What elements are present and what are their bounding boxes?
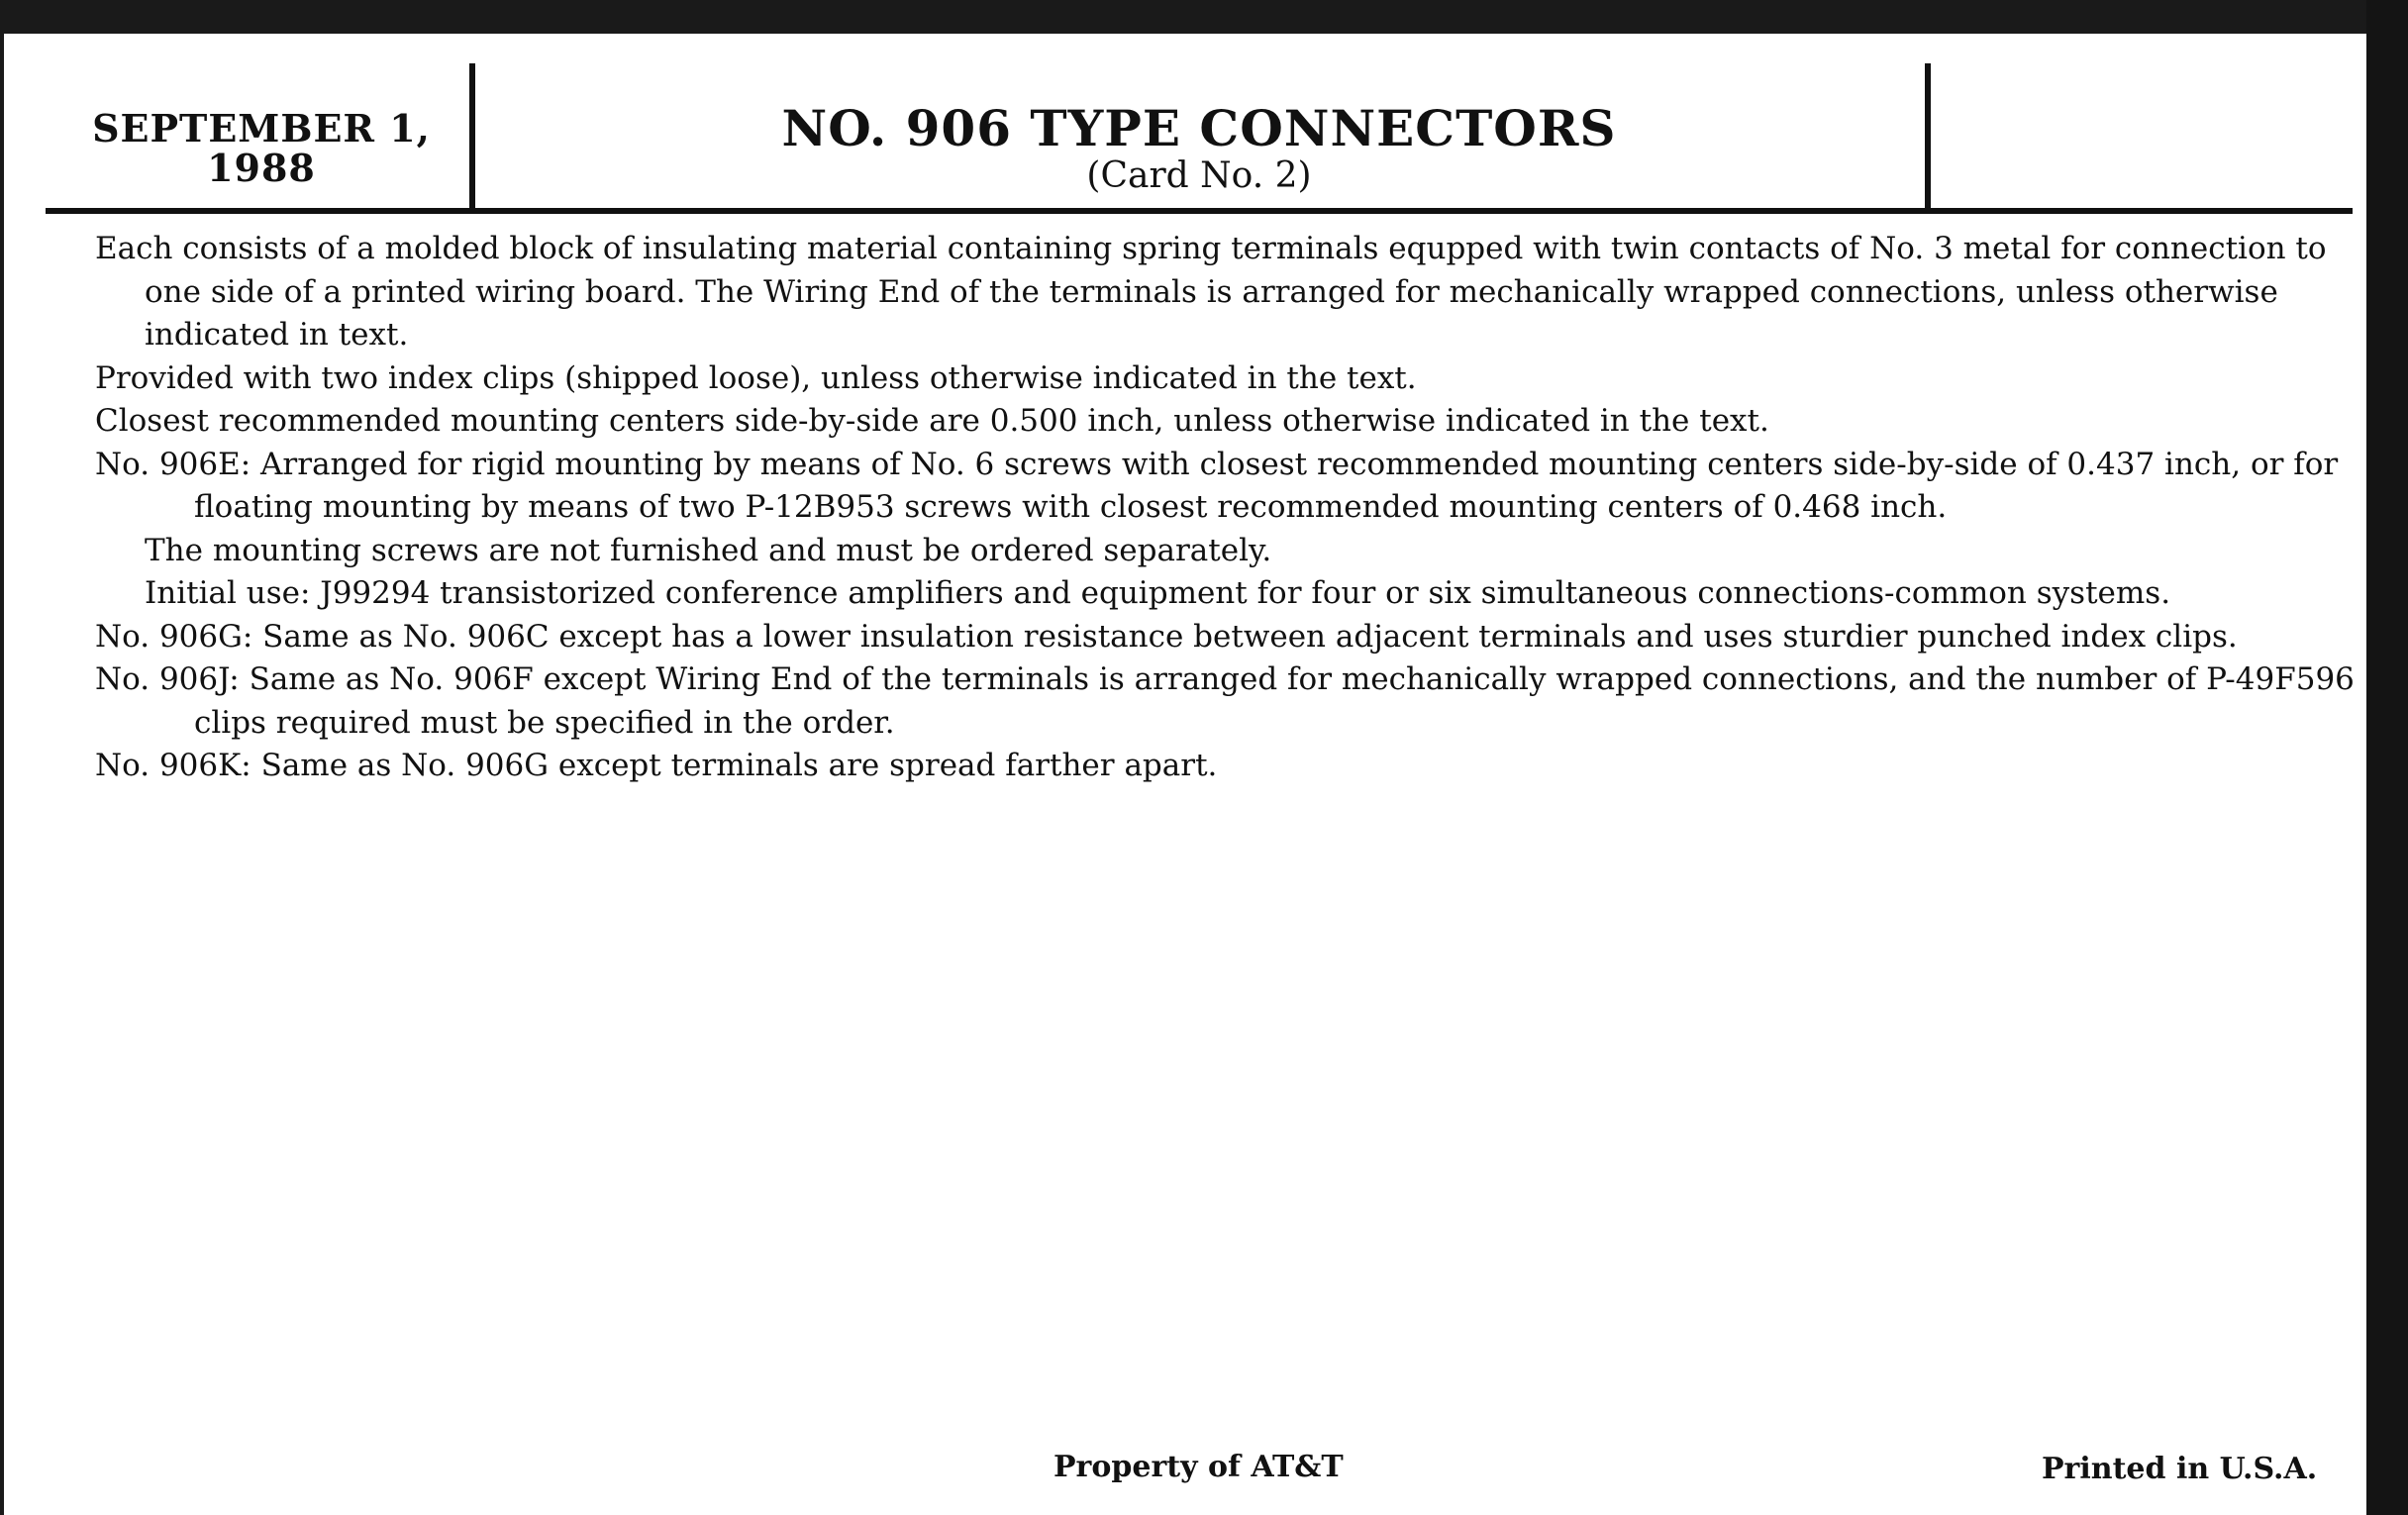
scan-edge: [2366, 0, 2408, 1515]
title-block: [469, 101, 1929, 196]
paragraph-906e: No. 906E: Arranged for rigid mounting by means of No. 6 screws with closest recommended mounting centers side-by-side of 0.437 inch, or for floating mounting by means of two P-12B953 screws with closest recommended mounting centers of 0.468 inch.: [95, 446, 2339, 525]
paragraph-906k: No. 906K: Same as No. 906G except terminals are spread farther apart.: [95, 748, 1218, 783]
footer-printed: Printed in U.S.A.: [2042, 1452, 2318, 1486]
paragraph-906e-screws: The mounting screws are not furnished and must be ordered separately.: [145, 532, 1272, 568]
issue-date: [63, 106, 459, 190]
paragraph-906g: No. 906G: Same as No. 906C except has a lower insulation resistance between adjacent terminals and uses sturdier punched index clips.: [95, 618, 2238, 655]
paragraph-index-clips: Provided with two index clips (shipped loose), unless otherwise indicated in the text.: [95, 359, 1417, 396]
issue-date-line2: 1988: [207, 146, 316, 190]
header-rule: [46, 208, 2353, 214]
body-text: [95, 228, 2362, 788]
footer-property: Property of AT&T: [1054, 1450, 1344, 1484]
document-subtitle: (Card No. 2): [1086, 155, 1312, 196]
paragraph-mounting-centers: Closest recommended mounting centers side-by-side are 0.500 inch, unless otherwise indicated in the text.: [95, 403, 1769, 439]
document-title: NO. 906 TYPE CONNECTORS: [781, 99, 1617, 157]
issue-date-line1: SEPTEMBER 1,: [92, 106, 431, 151]
header-divider-right: [1925, 63, 1931, 210]
paragraph-906j: No. 906J: Same as No. 906F except Wiring End of the terminals is arranged for mechanically wrapped connections, and the number of P-49F596 clips required must be specified in the order.: [95, 661, 2355, 741]
paragraph-description: Each consists of a molded block of insulating material containing spring terminals equpped with twin contacts of No. 3 metal for connection to one side of a printed wiring board. The Wiring End of the terminals is arranged for mechanically wrapped connections, unless otherwise indicated in text.: [95, 231, 2327, 353]
document-card: [4, 34, 2366, 1515]
paragraph-906e-initial-use: Initial use: J99294 transistorized conference amplifiers and equipment for four or six simultaneous connections-common systems.: [145, 575, 2171, 611]
card-header: [4, 34, 2366, 210]
